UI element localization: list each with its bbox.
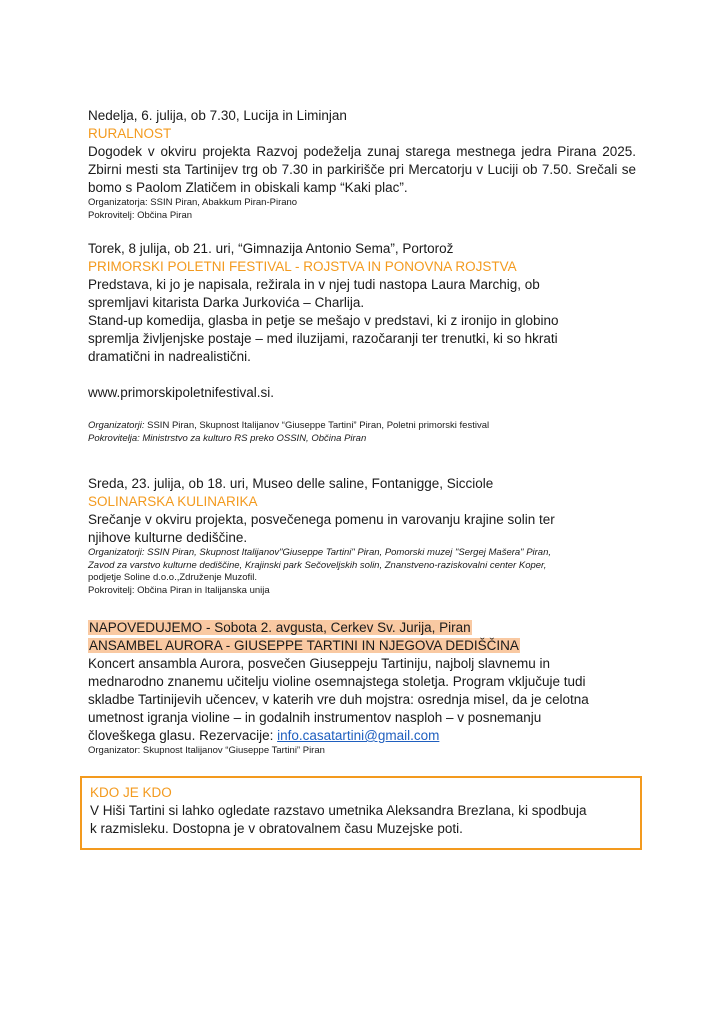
event-body: Dogodek v okviru projekta Razvoj podeželja zunaj starega mestnega jedra Pirana 2025. Zbirni mesti sta Tartinijev trg ob 7.30 in parkirišče pri Mercatorju v Luciji ob 7.50. Srečali se bomo s Paolom Zlatičem in obiskali kamp “Kaki plac”. — [88, 144, 636, 195]
box-body-line: k razmisleku. Dostopna je v obratovalnem času Muzejske poti. — [90, 820, 463, 836]
organizers-label: Organizatorji: — [88, 420, 145, 431]
event-ansambel-aurora — [88, 619, 636, 758]
box-title: KDO JE KDO — [90, 784, 172, 800]
event-heading: Sreda, 23. julija, ob 18. uri, Museo delle saline, Fontanigge, Sicciole — [88, 476, 494, 491]
festival-website: www.primorskipoletnifestival.si. — [88, 385, 275, 400]
title-highlight: ANSAMBEL AURORA - GIUSEPPE TARTINI IN NJEGOVA DEDIŠČINA — [89, 638, 519, 653]
sponsor-label: Pokroviteljа: — [88, 432, 140, 444]
event-body-line: njihove kulturne dediščine. — [88, 530, 248, 545]
organizers-text: SSIN Piran, Skupnost Italijanov “Giuseppe Tartini” Piran, Poletni primorski festival — [144, 420, 490, 431]
event-sponsor: Pokrovitelj: Občina Piran — [88, 209, 193, 221]
event-body-line: Stand-up komedija, glasba in petje se mešajo v predstavi, ki z ironijo in globino — [88, 313, 559, 328]
announcement-highlight: NAPOVEDUJEMO - Sobota 2. avgusta, Cerkev Sv. Jurija, Piran — [89, 620, 471, 635]
event-organizers: Organizator: Skupnost Italijanov “Giuseppe Tartini” Piran — [88, 745, 325, 756]
sponsor-text: Ministrstvo za kulturo RS preko OSSIN, Občina Piran — [139, 432, 367, 444]
event-organizers-line: Organizatorji: SSIN Piran, Skupnost Italijanov"Giuseppe Tartini" Piran, Pomorski muzej "Sergej Mašera" Piran, — [88, 547, 552, 558]
event-body-line: spremlja življenjske postaje – med iluzijami, razočaranji ter trenutki, ki so hkrati — [88, 331, 558, 346]
event-organizers — [88, 420, 636, 433]
event-organizers: Organizatorja: SSIN Piran, Abakkum Piran-Pirano — [88, 197, 298, 208]
event-body-line: Koncert ansambla Aurora, posvečen Giuseppeju Tartiniju, najbolj slavnemu in — [88, 656, 551, 671]
box-body-line: V Hiši Tartini si lahko ogledate razstavo umetnika Aleksandra Brezlana, ki spodbuja — [90, 802, 587, 818]
event-title: PRIMORSKI POLETNI FESTIVAL - ROJSTVA IN PONOVNA ROJSTVA — [88, 259, 517, 274]
event-organizers-line: podjetje Soline d.o.o.,Združenje Muzofil. — [88, 572, 257, 583]
event-body-line: spremljavi kitarista Darka Jurkovića – Charlija. — [88, 295, 365, 310]
event-body-line: Srečanje v okviru projekta, posvečenega pomenu in varovanju krajine solin ter — [88, 512, 555, 527]
event-ruralnost — [88, 107, 636, 222]
event-body-line: umetnost igranja violine – in godalnih instrumentov nasploh – v posnemanju — [88, 710, 542, 725]
event-title: RURALNOST — [88, 126, 172, 141]
event-body-line — [88, 727, 636, 745]
kdo-je-kdo-box — [80, 776, 642, 850]
event-sponsor: Pokrovitelj: Občina Piran in Italijanska unija — [88, 584, 270, 596]
event-title: SOLINARSKA KULINARIKA — [88, 494, 258, 509]
event-primorski-festival — [88, 240, 636, 445]
event-body-line: skladbe Tartinijevih učencev, v katerih vre duh mojstra: osrednja misel, da je celotna — [88, 692, 589, 707]
event-heading: Nedelja, 6. julija, ob 7.30, Lucija in Liminjan — [88, 108, 347, 123]
event-title — [88, 637, 636, 655]
event-organizers-line: Zavod za varstvo kulturne dediščine, Krajinski park Sečoveljskih solin, Znanstveno-raziskovalni center Koper, — [88, 559, 547, 571]
event-body-line: dramatični in nadrealistični. — [88, 349, 251, 364]
event-body-line: Predstava, ki jo je napisala, režirala in v njej tudi nastopa Laura Marchig, ob — [88, 277, 540, 292]
event-sponsor — [88, 433, 636, 446]
reservation-text: človeškega glasu. Rezervacije: — [88, 728, 278, 743]
event-heading: Torek, 8 julija, ob 21. uri, “Gimnazija Antonio Sema”, Portorož — [88, 241, 454, 256]
event-solinarska-kulinarika — [88, 475, 636, 597]
event-body-line: mednarodno znanemu učitelju violine osemnajstega stoletja. Program vključuje tudi — [88, 674, 586, 689]
reservation-email-link[interactable]: info.casatartini@gmail.com — [277, 728, 440, 743]
page-content — [88, 107, 636, 850]
event-heading — [88, 619, 636, 637]
